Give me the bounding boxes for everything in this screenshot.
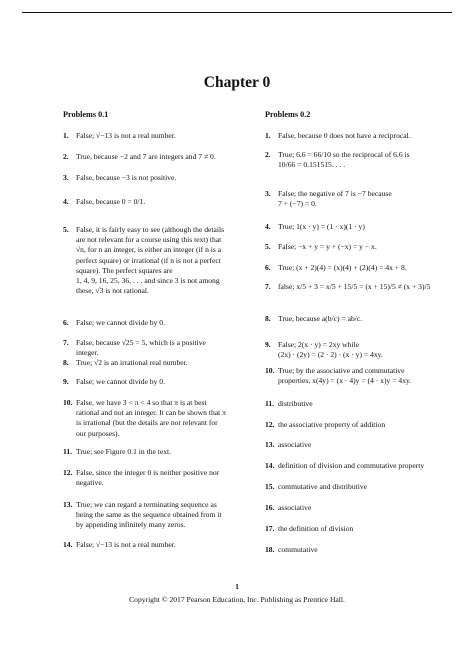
problem-number: 4. bbox=[63, 197, 69, 206]
problem-text-line: False, we have 3 < π < 4 so that π is at best bbox=[76, 398, 207, 407]
chapter-title: Chapter 0 bbox=[203, 74, 271, 91]
problem-number: 15. bbox=[265, 482, 275, 491]
problem-number: 2. bbox=[265, 150, 271, 159]
problem-number: 11. bbox=[63, 447, 73, 456]
problem-number: 12. bbox=[265, 420, 275, 429]
problem-text-line: True; see Figure 0.1 in the text. bbox=[76, 447, 172, 456]
problem-text-line: being the same as the sequence obtained from it bbox=[76, 510, 222, 520]
problem-text-line: our purposes). bbox=[76, 428, 120, 438]
problem-text-line: True, because a(b/c) = ab/c. bbox=[278, 314, 363, 323]
problem-number: 5. bbox=[63, 225, 69, 234]
problem-text-line: perfect square) or irrational (if n is not a perfect bbox=[76, 255, 221, 265]
problem-text-line: √n, for n an integer, is either an integer (if n is a bbox=[76, 245, 222, 255]
problem-text-line: properties, x(4y) = (x · 4)y = (4 · x)y = 4xy. bbox=[278, 376, 412, 386]
problem-number: 13. bbox=[265, 440, 275, 449]
problem-number: 1. bbox=[265, 131, 271, 140]
problem-text-line: False; √−13 is not a real number. bbox=[76, 131, 176, 140]
problem-text-line: False, because √25 = 5, which is a positive bbox=[76, 338, 206, 347]
problem-text-line: True; we can regard a terminating sequence as bbox=[76, 500, 217, 509]
problem-number: 7. bbox=[265, 282, 271, 291]
problem-text-line: distributive bbox=[278, 399, 313, 408]
problem-number: 3. bbox=[265, 189, 271, 198]
problem-number: 12. bbox=[63, 468, 73, 477]
problem-number: 18. bbox=[265, 545, 275, 554]
problem-number: 10. bbox=[265, 366, 275, 375]
section-heading-problems-0-2: Problems 0.2 bbox=[265, 110, 311, 119]
problem-text-line: commutative and distributive bbox=[278, 482, 367, 491]
problem-number: 13. bbox=[63, 500, 73, 509]
problem-text-line: rational and not an integer. It can be shown that π bbox=[76, 408, 226, 418]
problem-text-line: False; the negative of 7 is −7 because bbox=[278, 189, 392, 198]
problem-text-line: False; √−13 is not a real number. bbox=[76, 540, 176, 549]
problem-text-line: definition of division and commutative property bbox=[278, 461, 425, 470]
problem-text-line: is irrational (but the details are not relevant for bbox=[76, 418, 218, 428]
problem-text-line: True, because −2 and 7 are integers and 7 ≠ 0. bbox=[76, 152, 216, 161]
problem-number: 8. bbox=[265, 314, 271, 323]
problem-text-line: False; 2(x · y) = 2xy while bbox=[278, 340, 360, 349]
copyright-notice: Copyright © 2017 Pearson Education, Inc. Publishing as Prentice Hall. bbox=[129, 595, 345, 604]
problem-text-line: False; we cannot divide by 0. bbox=[76, 318, 165, 327]
problem-text-line: False, because 0 does not have a reciprocal. bbox=[278, 131, 411, 140]
problem-number: 17. bbox=[265, 524, 275, 533]
problem-text-line: negative. bbox=[76, 478, 104, 488]
problem-text-line: these, √3 is not rational. bbox=[76, 286, 149, 296]
problem-number: 5. bbox=[265, 242, 271, 251]
problem-text-line: are not relevant for a course using this text) that bbox=[76, 235, 222, 245]
problem-text-line: false; x/5 + 3 = x/5 + 15/5 = (x + 15)/5 ≠ (x + 3)/5 bbox=[278, 282, 431, 291]
problem-text-line: True; by the associative and commutative bbox=[278, 366, 405, 375]
problem-number: 3. bbox=[63, 173, 69, 182]
problem-text-line: 7 + (−7) = 0. bbox=[278, 199, 317, 209]
problem-text-line: by appending infinitely many zeros. bbox=[76, 520, 186, 530]
page-number: 1 bbox=[235, 582, 239, 591]
problem-text-line: 1, 4, 9, 16, 25, 36, . . . and since 3 is not among bbox=[76, 276, 220, 285]
problem-number: 14. bbox=[265, 461, 275, 470]
problem-text-line: True; (x + 2)(4) = (x)(4) + (2)(4) = 4x + 8. bbox=[278, 263, 407, 272]
problem-text-line: (2x) · (2y) = (2 · 2) · (x · y) = 4xy. bbox=[278, 350, 383, 360]
problem-text-line: 10/66 = 0.151515. . . . bbox=[278, 160, 346, 170]
problem-text-line: False; we cannot divide by 0. bbox=[76, 377, 165, 386]
problem-number: 6. bbox=[63, 318, 69, 327]
problem-number: 9. bbox=[63, 377, 69, 386]
problem-text-line: the associative property of addition bbox=[278, 420, 386, 429]
problem-number: 7. bbox=[63, 338, 69, 347]
problem-number: 2. bbox=[63, 152, 69, 161]
problem-number: 14. bbox=[63, 540, 73, 549]
problem-number: 16. bbox=[265, 503, 275, 512]
problem-text-line: commutative bbox=[278, 545, 318, 554]
top-rule bbox=[22, 12, 452, 13]
section-heading-problems-0-1: Problems 0.1 bbox=[63, 110, 109, 119]
problem-text-line: the definition of division bbox=[278, 524, 354, 533]
problem-text-line: False, it is fairly easy to see (although the details bbox=[76, 225, 225, 234]
problem-text-line: square). The perfect squares are bbox=[76, 265, 173, 275]
problem-number: 1. bbox=[63, 131, 69, 140]
problem-number: 8. bbox=[63, 358, 69, 367]
problem-number: 9. bbox=[265, 340, 271, 349]
problem-number: 6. bbox=[265, 263, 271, 272]
problem-number: 10. bbox=[63, 398, 73, 407]
problem-text-line: True; 1(x · y) = (1 · x)(1 · y) bbox=[278, 222, 365, 231]
problem-text-line: associative bbox=[278, 503, 312, 512]
problem-text-line: True; √2 is an irrational real number. bbox=[76, 358, 188, 367]
problem-number: 4. bbox=[265, 222, 271, 231]
problem-text-line: False, because −3 is not positive. bbox=[76, 173, 177, 182]
problem-number: 11. bbox=[265, 399, 275, 408]
problem-text-line: False, because 0 = 0/1. bbox=[76, 197, 146, 206]
problem-text-line: integer. bbox=[76, 348, 99, 358]
problem-text-line: False; −x + y = y + (−x) = y − x. bbox=[278, 242, 377, 251]
problem-text-line: False, since the integer 0 is neither positive nor bbox=[76, 468, 220, 477]
problem-text-line: True; 6.6 = 66/10 so the reciprocal of 6.6 is bbox=[278, 150, 410, 159]
problem-text-line: associative bbox=[278, 440, 312, 449]
